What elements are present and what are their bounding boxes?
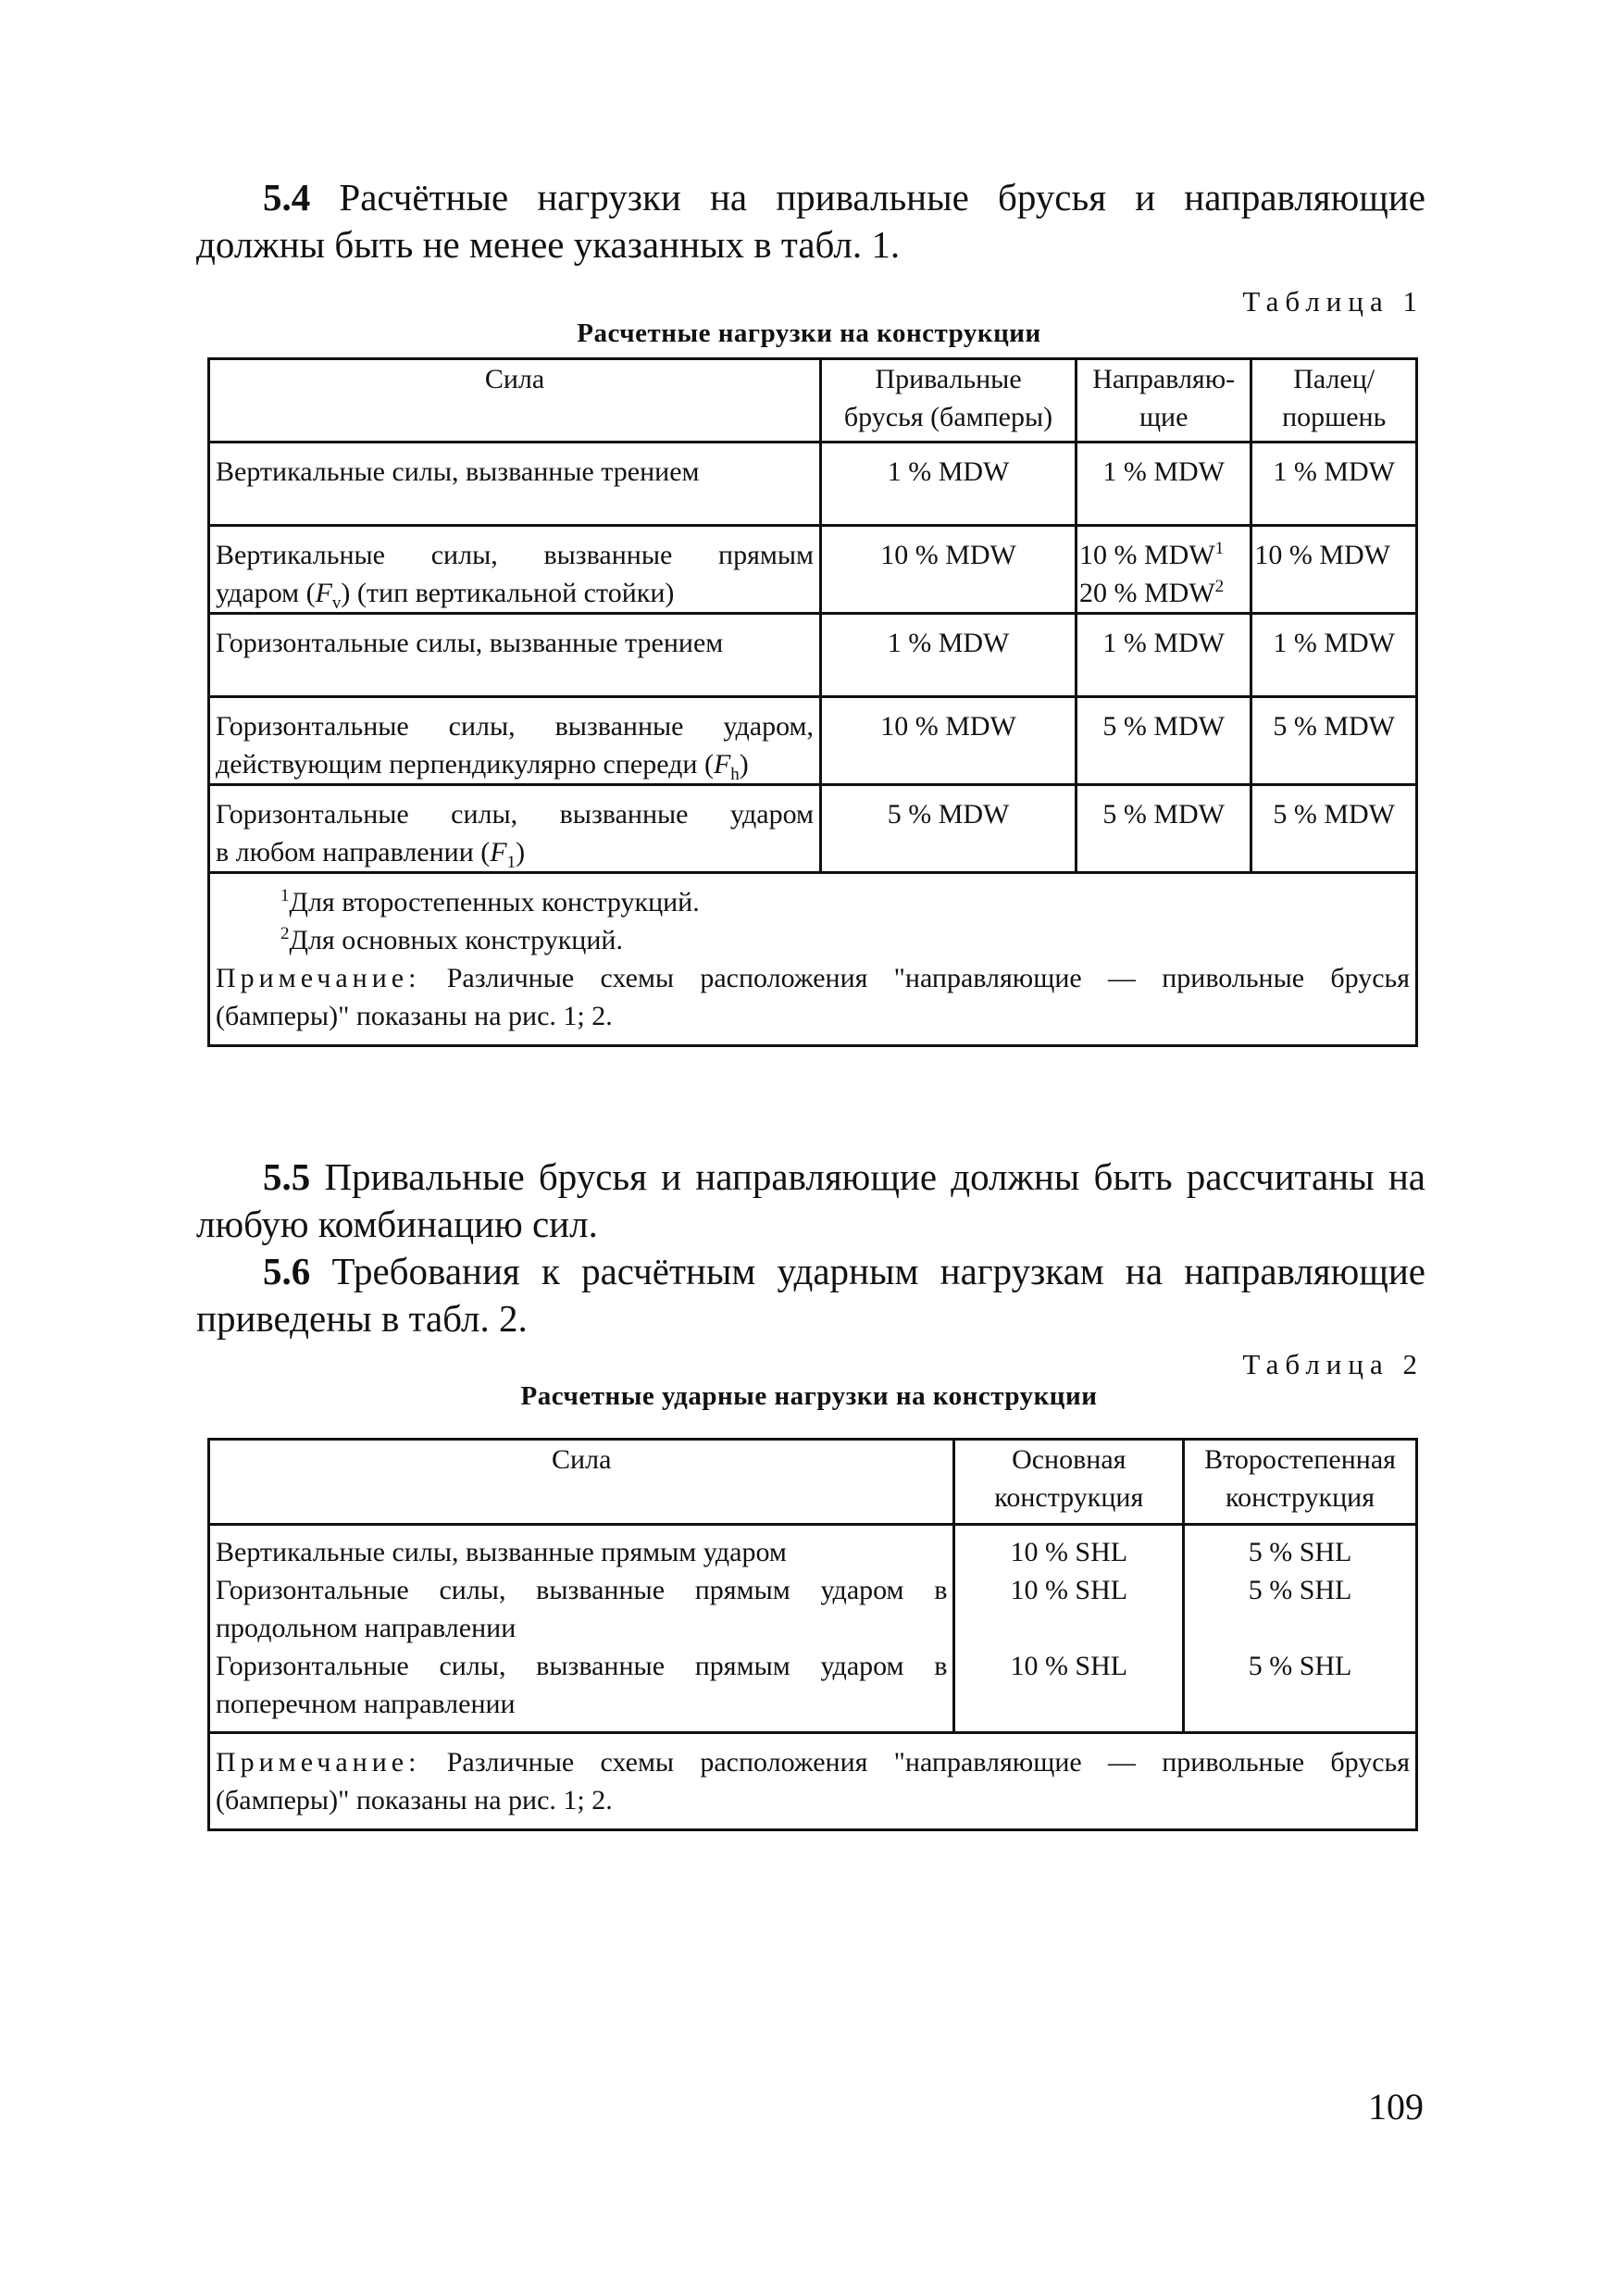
cell-value: 5 % SHL: [1248, 1537, 1352, 1567]
header-force: Сила: [209, 359, 821, 443]
row-force-label: Горизонтальные силы, вызванные трением: [209, 614, 821, 697]
cell-value: 5 % MDW: [821, 785, 1077, 873]
cell-value: 10 % MDW: [1251, 526, 1417, 614]
table-row: [209, 614, 1417, 697]
cell-value: 5 % MDW: [1251, 697, 1417, 785]
section-number: 5.6: [263, 1250, 311, 1292]
table-1-title: Расчетные нагрузки на конструкции: [577, 318, 1041, 348]
row-force-label: Вертикальные силы, вызванные прямым ударом $(F_v)$ (тип вертикальной стойки): [209, 526, 821, 614]
cell-value: 1 % MDW: [1077, 443, 1251, 526]
table-header-row: [209, 1440, 1417, 1525]
paragraph-5-5: [196, 1154, 1425, 1248]
row-force-label: Горизонтальные силы, вызванные ударом, действующим перпендикулярно спереди $(F_h)$: [209, 697, 821, 785]
header-pin-piston: Палец/ поршень: [1251, 359, 1417, 443]
cell-value: 5 % MDW: [1077, 785, 1251, 873]
section-number: 5.5: [263, 1155, 311, 1198]
table-1-label: Таблица 1: [1242, 285, 1424, 318]
table-body-row: [209, 1525, 1417, 1733]
table-note: Примечание: Различные схемы расположения "направляющие — привольные брусья (бамперы)" показаны на рис. 1; 2.: [216, 963, 1410, 1031]
cell-value: 5 % SHL: [1248, 1651, 1352, 1681]
header-guides: Направляю- щие: [1077, 359, 1251, 443]
row-force-label: Вертикальные силы, вызванные трением: [209, 443, 821, 526]
cell-value: 10 % SHL: [1010, 1537, 1128, 1567]
cell-value: 1 % MDW: [821, 614, 1077, 697]
cell-value: 10 % MDW: [821, 526, 1077, 614]
cell-value: 10 % SHL: [1010, 1575, 1128, 1605]
cell-value: 10 % MDW$^1$ 20 % MDW$^2$: [1077, 526, 1251, 614]
table-note: Примечание: Различные схемы расположения "направляющие — привольные брусья (бамперы)" показаны на рис. 1; 2.: [209, 1733, 1417, 1830]
main-values: [954, 1525, 1184, 1733]
cell-value: 10 % SHL: [1010, 1651, 1128, 1681]
header-main-structure: Основная конструкция: [954, 1440, 1184, 1525]
header-force: Сила: [209, 1440, 954, 1525]
header-bumpers: Привальные брусья (бамперы): [821, 359, 1077, 443]
table-row: Горизонтальные силы, вызванные прямым ударом в поперечном направлении: [216, 1651, 948, 1719]
table-row: [209, 526, 1417, 614]
table-row: Вертикальные силы, вызванные прямым ударом: [216, 1537, 787, 1567]
table-1: [207, 357, 1418, 1047]
force-list: [209, 1525, 954, 1733]
cell-value: 5 % MDW: [1251, 785, 1417, 873]
footnote-2: $^2$Для основных конструкций.: [280, 924, 623, 955]
cell-value: 5 % SHL: [1248, 1575, 1352, 1605]
cell-value: 5 % MDW: [1077, 697, 1251, 785]
table-notes-row: [209, 1733, 1417, 1830]
paragraph-text: Привальные брусья и направляющие должны быть рассчитаны на любую комбинацию сил.: [196, 1155, 1425, 1245]
table-2-title: Расчетные ударные нагрузки на конструкции: [520, 1381, 1098, 1411]
table-notes: [209, 873, 1417, 1046]
table-row: Горизонтальные силы, вызванные прямым ударом в продольном направлении: [216, 1575, 948, 1643]
secondary-values: [1184, 1525, 1417, 1733]
footnote-1: $^1$Для второстепенных конструкций.: [280, 886, 700, 917]
table-row: [209, 785, 1417, 873]
table-row: [209, 697, 1417, 785]
table-header-row: [209, 359, 1417, 443]
paragraph-5-4: [196, 174, 1425, 268]
paragraph-5-6: [196, 1248, 1425, 1342]
cell-value: 1 % MDW: [1251, 443, 1417, 526]
section-number: 5.4: [263, 176, 311, 218]
header-secondary-structure: Второстепенная конструкция: [1184, 1440, 1417, 1525]
table-row: [209, 443, 1417, 526]
table-2-label: Таблица 2: [1242, 1348, 1424, 1380]
row-force-label: Горизонтальные силы, вызванные ударом в любом направлении $(F_1)$: [209, 785, 821, 873]
table-2: [207, 1438, 1418, 1831]
cell-value: 10 % MDW: [821, 697, 1077, 785]
cell-value: 1 % MDW: [1251, 614, 1417, 697]
paragraph-text: Требования к расчётным ударным нагрузкам на направляющие приведены в табл. 2.: [196, 1250, 1425, 1340]
paragraph-text: Расчётные нагрузки на привальные брусья и направляющие должны быть не менее указанных в табл. 1.: [196, 176, 1425, 266]
cell-value: 1 % MDW: [1077, 614, 1251, 697]
cell-value: 1 % MDW: [821, 443, 1077, 526]
table-notes-row: [209, 873, 1417, 1046]
page-number: 109: [1368, 2086, 1424, 2128]
